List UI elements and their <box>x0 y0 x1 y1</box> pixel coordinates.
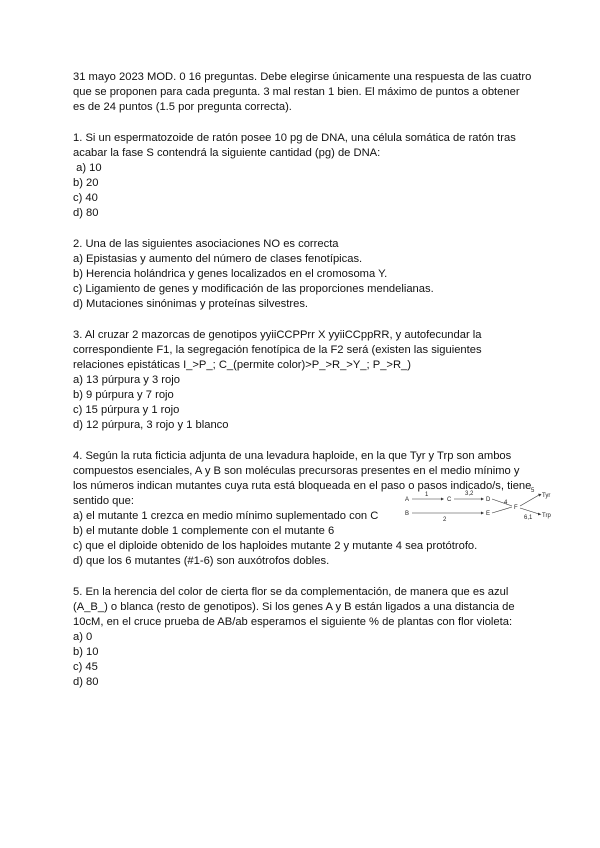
question-stem: 10cM, en el cruce prueba de AB/ab esperamos el siguiente % de plantas con flor violeta: <box>73 616 513 628</box>
exam-header <box>73 70 543 115</box>
option-d: d) 80 <box>73 676 99 688</box>
arrowhead <box>481 498 484 501</box>
question-stem: correspondiente F1, la segregación fenotípica de la F2 será (existen las siguientes <box>73 344 482 356</box>
option-b: b) Herencia holándrica y genes localizados en el cromosoma Y. <box>73 268 388 280</box>
question-stem: 5. En la herencia del color de cierta flor se da complementación, de manera que es azul <box>73 586 509 598</box>
question-stem: 3. Al cruzar 2 mazorcas de genotipos yyiiCCPPrr X yyiiCCppRR, y autofecundar la <box>73 329 482 341</box>
option-a: a) 13 púrpura y 3 rojo <box>73 374 180 386</box>
node-e: E <box>486 511 491 517</box>
question-2 <box>73 237 543 312</box>
step-label-3-2: 3,2 <box>465 491 474 497</box>
option-c: c) Ligamiento de genes y modificación de las proporciones mendelianas. <box>73 283 434 295</box>
option-d: d) que los 6 mutantes (#1-6) son auxótrofos dobles. <box>73 555 330 567</box>
question-5 <box>73 585 543 690</box>
node-a: A <box>405 497 410 503</box>
header-line: que se proponen para cada pregunta. 3 mal restan 1 bien. El máximo de puntos a obtener <box>73 86 520 98</box>
option-d: d) Mutaciones sinónimas y proteínas silvestres. <box>73 298 309 310</box>
step-label-5: 5 <box>531 488 535 494</box>
question-stem: compuestos esenciales, A y B son moléculas precursoras presentes en el medio mínimo y <box>73 465 520 477</box>
header-line: es de 24 puntos (1.5 por pregunta correcta). <box>73 101 292 113</box>
step-label-4: 4 <box>504 500 508 506</box>
question-stem: relaciones epistáticas I_>P_; C_(permite color)>P_>R_>Y_; P_>R_) <box>73 359 411 371</box>
question-1 <box>73 131 543 221</box>
node-f: F <box>514 505 518 511</box>
option-b: b) 20 <box>73 177 99 189</box>
option-a: a) el mutante 1 crezca en medio mínimo suplementado con C <box>73 510 379 522</box>
question-stem: acabar la fase S contendrá la siguiente cantidad (pg) de DNA: <box>73 147 381 159</box>
option-c: c) que el diploide obtenido de los haploides mutante 2 y mutante 4 sea protótrofo. <box>73 540 478 552</box>
question-stem: 2. Una de las siguientes asociaciones NO es correcta <box>73 238 339 250</box>
question-stem: 1. Si un espermatozoide de ratón posee 10 pg de DNA, una célula somática de ratón tras <box>73 132 516 144</box>
question-stem: 4. Según la ruta ficticia adjunta de una levadura haploide, en la que Tyr y Trp son ambos <box>73 450 512 462</box>
question-4 <box>73 449 551 569</box>
question-3 <box>73 328 543 433</box>
arrowhead <box>481 512 484 515</box>
arrowhead <box>441 498 444 501</box>
option-c: c) 40 <box>73 192 98 204</box>
exam-page <box>73 70 551 706</box>
option-d: d) 80 <box>73 207 99 219</box>
option-a: a) 0 <box>73 631 93 643</box>
node-c: C <box>447 497 452 503</box>
option-c: c) 45 <box>73 661 98 673</box>
option-b: b) 10 <box>73 646 99 658</box>
option-b: b) 9 púrpura y 7 rojo <box>73 389 174 401</box>
step-label-6-1: 6,1 <box>524 515 533 521</box>
arrow-f-trp <box>520 508 539 514</box>
question-stem: sentido que: <box>73 495 134 507</box>
node-tyr: Tyr <box>542 493 551 499</box>
step-label-1: 1 <box>425 492 429 498</box>
question-stem: los números indican mutantes cuya ruta está bloqueada en el paso o pasos indicado/s, tiene <box>73 480 532 492</box>
header-line: 31 mayo 2023 MOD. 0 16 preguntas. Debe elegirse únicamente una respuesta de las cuatro <box>73 71 532 83</box>
option-c: c) 15 púrpura y 1 rojo <box>73 404 180 416</box>
arrow-d-f <box>492 499 512 506</box>
option-a: a) Epistasias y aumento del número de clases fenotípicas. <box>73 253 363 265</box>
option-b: b) el mutante doble 1 complemente con el mutante 6 <box>73 525 335 537</box>
step-label-2: 2 <box>443 517 447 523</box>
arrow-e-f <box>492 507 512 513</box>
metabolic-pathway-diagram <box>403 487 549 523</box>
arrowhead <box>538 513 542 516</box>
node-b: B <box>405 511 410 517</box>
node-d: D <box>486 497 491 503</box>
option-d: d) 12 púrpura, 3 rojo y 1 blanco <box>73 419 229 431</box>
question-stem: (A_B_) o blanca (resto de genotipos). Si los genes A y B están ligados a una distancia de <box>73 601 515 613</box>
node-trp: Trp <box>542 513 551 519</box>
arrow-f-tyr <box>520 495 539 506</box>
option-a: a) 10 <box>73 162 102 174</box>
